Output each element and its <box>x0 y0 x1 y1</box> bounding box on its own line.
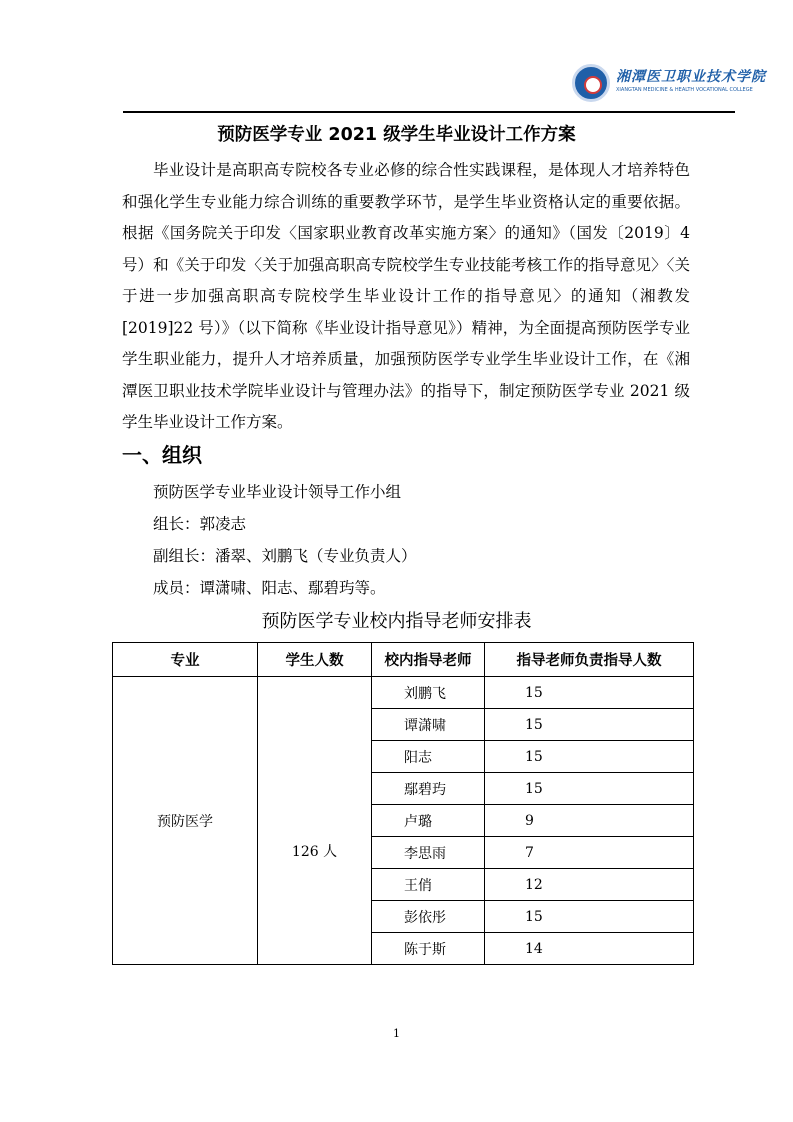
section-heading-organization: 一、组织 <box>122 443 202 467</box>
table-caption: 预防医学专业校内指导老师安排表 <box>261 611 532 632</box>
header-advisor: 校内指导老师 <box>372 643 485 677</box>
cell-advisor: 彭依彤 <box>372 901 485 933</box>
cell-advisor-load: 15 <box>485 901 694 933</box>
org-leader: 组长：郭凌志 <box>153 515 247 533</box>
header-divider <box>123 111 735 113</box>
college-name-cn: 湘潭医卫职业技术学院 <box>616 69 766 85</box>
cell-advisor: 李思雨 <box>372 837 485 869</box>
cell-advisor-load: 12 <box>485 869 694 901</box>
org-group-name: 预防医学专业毕业设计领导工作小组 <box>153 483 402 501</box>
advisor-assignment-table <box>112 642 694 965</box>
cell-advisor-load: 15 <box>485 709 694 741</box>
cell-student-count: 126 人 <box>258 677 372 965</box>
header-advisor-load: 指导老师负责指导人数 <box>485 643 694 677</box>
cell-major: 预防医学 <box>113 677 258 965</box>
table-row <box>113 677 694 709</box>
document-title: 预防医学专业 2021 级学生毕业设计工作方案 <box>217 125 576 145</box>
cell-advisor-load: 14 <box>485 933 694 965</box>
header-major: 专业 <box>113 643 258 677</box>
college-logo <box>572 64 766 104</box>
intro-paragraph: 毕业设计是高职高专院校各专业必修的综合性实践课程，是体现人才培养特色和强化学生专业能力综合训练的重要教学环节，是学生毕业资格认定的重要依据。根据《国务院关于印发〈国家职业教育改革实施方案〉的通知》（国发〔2019〕4 号）和《关于印发〈关于加强高职高专院校学生专业技能考核工作的指导意见〉〈关于进一步加强高职高专院校学生毕业设计工作的指导意见〉的通知（湘教发[2019]22 号）》（以下简称《毕业设计指导意见》）精神，为全面提高预防医学专业学生职业能力，提升人才培养质量，加强预防医学专业学生毕业设计工作，在《湘潭医卫职业技术学院毕业设计与管理办法》的指导下，制定预防医学专业 2021 级学生毕业设计工作方案。 <box>122 161 690 431</box>
college-name-en: XIANGTAN MEDICINE & HEALTH VOCATIONAL COLLEGE <box>616 87 753 93</box>
page-number: 1 <box>393 1027 400 1040</box>
cell-advisor-load: 15 <box>485 677 694 709</box>
cell-advisor-load: 15 <box>485 741 694 773</box>
table-header-row <box>113 643 694 677</box>
cell-advisor-load: 7 <box>485 837 694 869</box>
college-emblem-icon <box>572 64 610 102</box>
cell-advisor: 王俏 <box>372 869 485 901</box>
cell-advisor: 卢璐 <box>372 805 485 837</box>
cell-advisor-load: 9 <box>485 805 694 837</box>
org-deputy-leaders: 副组长：潘翠、刘鹏飞（专业负责人） <box>153 547 417 565</box>
cell-advisor: 刘鹏飞 <box>372 677 485 709</box>
org-members: 成员：谭潇啸、阳志、鄢碧玙等。 <box>153 579 386 597</box>
cell-advisor-load: 15 <box>485 773 694 805</box>
cell-advisor: 陈于斯 <box>372 933 485 965</box>
header-student-count: 学生人数 <box>258 643 372 677</box>
cell-advisor: 鄢碧玙 <box>372 773 485 805</box>
cell-advisor: 谭潇啸 <box>372 709 485 741</box>
cell-advisor: 阳志 <box>372 741 485 773</box>
